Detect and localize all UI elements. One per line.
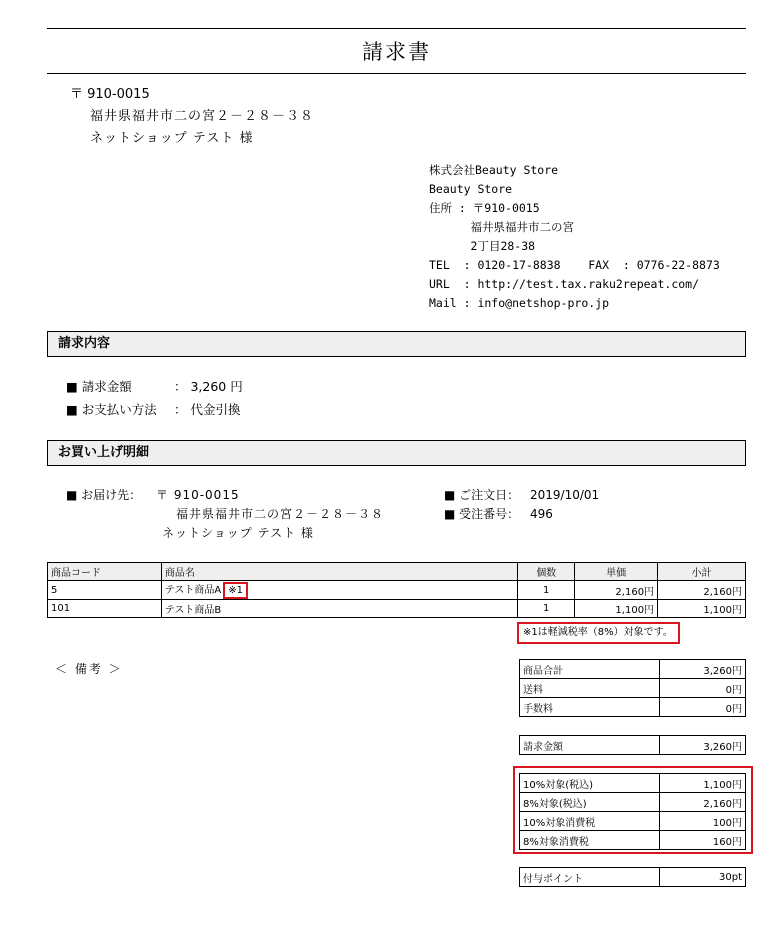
recipient-postal: 〒 910-0015 (70, 87, 150, 102)
points-label: 付与ポイント (520, 868, 660, 887)
points-row (520, 868, 746, 887)
billing-amount-label: ■ 請求金額 (66, 379, 132, 394)
summary-fee-row (520, 698, 746, 717)
title-bottom-rule (47, 73, 746, 74)
item-unit-price: 2,160円 (575, 581, 658, 600)
table-row (48, 581, 746, 600)
payment-method-value: ： 代金引換 (174, 402, 241, 417)
item-qty: 1 (518, 600, 575, 618)
summary-subtotal-label: 商品合計 (520, 660, 660, 679)
points-value: 30pt (660, 868, 746, 887)
shop-address-2: 福井県福井市二の宮 (429, 220, 575, 234)
item-subtotal: 2,160円 (658, 581, 746, 600)
summary-billing-row (520, 736, 746, 755)
tax10-base-label: 10%対象(税込) (520, 774, 660, 793)
shop-name: Beauty Store (429, 182, 513, 196)
header-unit-price: 単価 (575, 563, 658, 581)
recipient-address (70, 84, 314, 150)
summary-fee-value: 0円 (660, 698, 746, 717)
order-number-row (444, 505, 599, 524)
order-number-value: 496 (530, 507, 553, 521)
billing-amount-row (66, 375, 243, 398)
item-qty: 1 (518, 581, 575, 600)
summary-shipping-label: 送料 (520, 679, 660, 698)
remarks-label: ＜ 備考 ＞ (55, 662, 123, 676)
summary-subtotal-row (520, 660, 746, 679)
item-subtotal: 1,100円 (658, 600, 746, 618)
summary-billing-value: 3,260円 (660, 736, 746, 755)
order-number-label: ■ 受注番号： (444, 507, 520, 521)
recipient-address-line: 福井県福井市二の宮２－２８－３８ (90, 109, 315, 124)
summary-billing (519, 735, 746, 755)
billing-section-heading: 請求内容 (47, 331, 746, 357)
items-table-header (48, 563, 746, 581)
header-subtotal: 小計 (658, 563, 746, 581)
item-unit-price: 1,100円 (575, 600, 658, 618)
tax8-value: 160円 (660, 831, 746, 850)
delivery-label: ■ お届け先： (66, 488, 142, 502)
title-top-rule (47, 28, 746, 29)
delivery-address: 福井県福井市二の宮２－２８－３８ (176, 507, 385, 521)
item-code: 5 (48, 581, 162, 600)
tax10-row (520, 812, 746, 831)
order-date-label: ■ ご注文日： (444, 488, 520, 502)
header-name: 商品名 (161, 563, 517, 581)
tax8-row (520, 831, 746, 850)
items-table (47, 562, 746, 618)
payment-method-row (66, 398, 240, 421)
summary-tax-breakdown (519, 773, 746, 850)
summary-fee-label: 手数料 (520, 698, 660, 717)
order-date-row (444, 486, 599, 505)
item-name: テスト商品A (164, 585, 222, 596)
tax8-label: 8%対象消費税 (520, 831, 660, 850)
item-name-cell (161, 581, 517, 600)
shop-mail[interactable]: Mail : info@netshop-pro.jp (429, 296, 610, 310)
shop-address-1: 住所 : 〒910-0015 (429, 201, 540, 215)
tax8-base-row (520, 793, 746, 812)
shop-tel-fax: TEL : 0120-17-8838 FAX : 0776-22-8873 (429, 258, 720, 272)
delivery-details (156, 486, 384, 543)
summary-subtotal-value: 3,260円 (660, 660, 746, 679)
tax10-base-row (520, 774, 746, 793)
reduced-tax-note: ※1は軽減税率（8%）対象です。 (517, 622, 680, 644)
summary-shipping-value: 0円 (660, 679, 746, 698)
shop-url[interactable]: URL : http://test.tax.raku2repeat.com/ (429, 277, 700, 291)
tax10-label: 10%対象消費税 (520, 812, 660, 831)
shop-info (429, 161, 720, 313)
item-name: テスト商品B (161, 600, 517, 618)
tax10-base-value: 1,100円 (660, 774, 746, 793)
header-code: 商品コード (48, 563, 162, 581)
delivery-postal: 〒 910-0015 (156, 488, 240, 502)
billing-amount-value: ： 3,260 円 (174, 379, 243, 394)
item-code: 101 (48, 600, 162, 618)
document-title: 請求書 (362, 40, 431, 64)
delivery-name: ネットショップ テスト 様 (162, 526, 314, 540)
summary-shipping-row (520, 679, 746, 698)
tax10-value: 100円 (660, 812, 746, 831)
summary-points (519, 867, 746, 887)
shop-address-3: 2丁目28-38 (429, 239, 536, 253)
detail-section-heading: お買い上げ明細 (47, 440, 746, 466)
reduced-tax-mark: ※1 (223, 582, 248, 599)
order-info (444, 486, 599, 524)
tax8-base-value: 2,160円 (660, 793, 746, 812)
summary-totals (519, 659, 746, 717)
order-date-value: 2019/10/01 (530, 488, 600, 502)
payment-method-label: ■ お支払い方法 (66, 402, 157, 417)
recipient-name: ネットショップ テスト 様 (90, 131, 254, 146)
header-qty: 個数 (518, 563, 575, 581)
summary-billing-label: 請求金額 (520, 736, 660, 755)
shop-company: 株式会社Beauty Store (429, 163, 559, 177)
tax8-base-label: 8%対象(税込) (520, 793, 660, 812)
table-row (48, 600, 746, 618)
